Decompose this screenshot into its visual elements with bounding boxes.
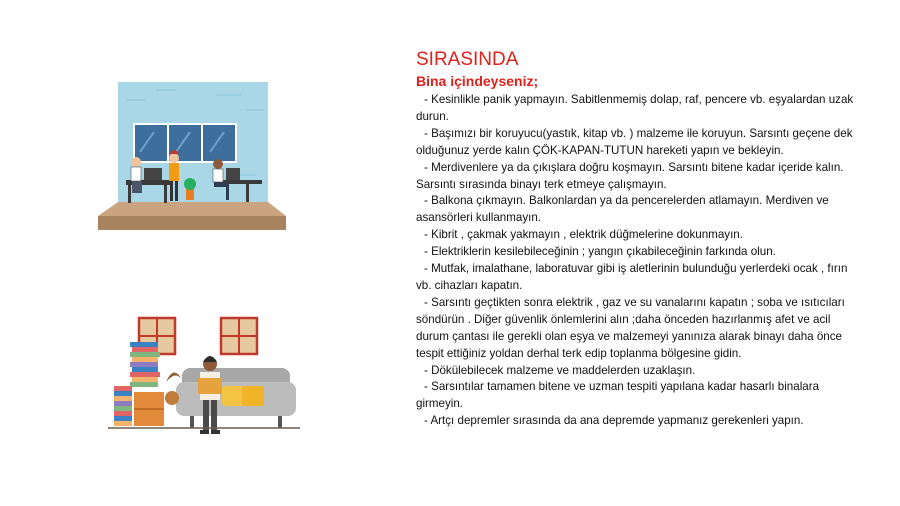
content-column xyxy=(416,48,856,430)
office-illustration xyxy=(96,80,296,235)
instruction-item: - Merdivenlere ya da çıkışlara doğru koşmayın. Sarsıntı bitene kadar içeride kalın. Sarsıntı sırasında binayı terk etmeye çalışmayın. xyxy=(416,160,844,191)
instruction-item: - Sarsıntılar tamamen bitene ve uzman tespiti yapılana kadar hasarlı binalara girmeyin. xyxy=(416,380,820,411)
instruction-item: - Başımızı bir koruyucu(yastık, kitap vb. ) malzeme ile koruyun. Sarsıntı geçene dek olduğunuz yerde kalın ÇÖK-KAPAN-TUTUN hareketi yapın ve bekleyin. xyxy=(416,126,853,157)
instruction-item: - Artçı depremler sırasında da ana depremde yapmanız gerekenleri yapın. xyxy=(424,414,804,428)
instructions-list xyxy=(416,92,856,430)
instruction-item: - Kesinlikle panik yapmayın. Sabitlenmemiş dolap, raf, pencere vb. eşyalardan uzak durun. xyxy=(416,93,854,123)
instruction-item: - Kibrit , çakmak yakmayın , elektrik düğmelerine dokunmayın. xyxy=(424,228,743,242)
instruction-item: - Mutfak, imalathane, laboratuvar gibi iş aletlerinin bulunduğu yerlerdeki ocak , fırın vb. cihazları kapatın. xyxy=(416,262,848,292)
instruction-item: - Sarsıntı geçtikten sonra elektrik , gaz ve su vanalarını kapatın ; soba ve ısıtıcıları söndürün . Diğer güvenlik önlemlerini alın ;daha önceden hazırlanmış afet ve acil durum çantası ile gerekli olan eşya ve malzemeyi yanınıza alarak binayı daha önce tespit ettiğiniz yoldan derhal terk edip toplanma bölgesine gidin. xyxy=(416,295,845,360)
slide-subtitle: Bina içindeyseniz; xyxy=(416,73,539,89)
slide-title: SIRASINDA xyxy=(416,49,519,70)
instruction-item: - Balkona çıkmayın. Balkonlardan ya da pencerelerden atlamayın. Merdiven ve asansörleri kullanmayın. xyxy=(416,194,829,225)
instruction-item: - Elektriklerin kesilebileceğinin ; yangın çıkabileceğinin farkında olun. xyxy=(424,245,776,259)
instruction-item: - Dökülebilecek malzeme ve maddelerden uzaklaşın. xyxy=(424,363,696,377)
living-room-illustration xyxy=(104,312,300,442)
